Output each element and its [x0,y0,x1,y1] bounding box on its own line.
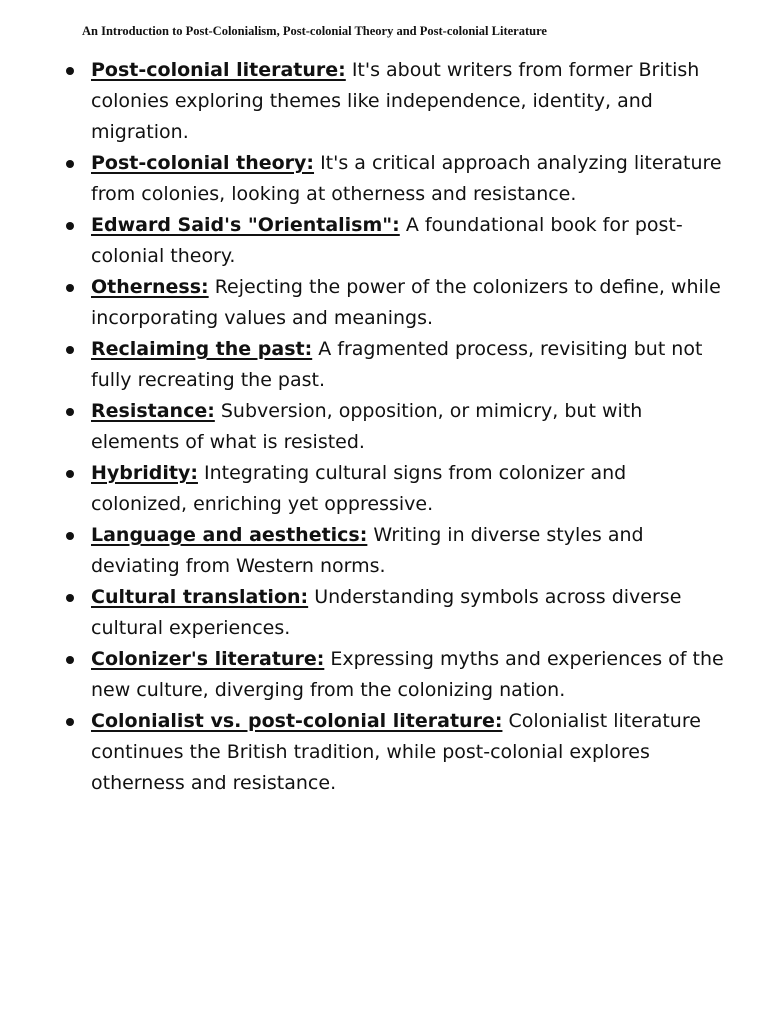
term-description: A fragmented process, revisiting but not fully recreating the past. [91,338,703,391]
bullet-icon [66,408,74,416]
term-label: Colonialist vs. post-colonial literature: [91,710,503,732]
list-item [0,210,768,272]
term-label: Cultural translation: [91,586,309,608]
list-item [0,582,768,644]
term-description: Expressing myths and experiences of the new culture, diverging from the colonizing nation. [91,648,724,701]
term-label: Colonizer's literature: [91,648,325,670]
bullet-icon [66,594,74,602]
bullet-icon [66,532,74,540]
list-item [0,706,768,799]
term-label: Otherness: [91,276,209,298]
term-description: Writing in diverse styles and deviating from Western norms. [91,524,644,577]
list-item [0,458,768,520]
list-item [0,272,768,334]
term-description: A foundational book for post-colonial theory. [91,214,683,267]
bullet-icon [66,284,74,292]
term-description: It's a critical approach analyzing literature from colonies, looking at otherness and resistance. [91,152,722,205]
bullet-icon [66,67,74,75]
term-description: Understanding symbols across diverse cultural experiences. [91,586,682,639]
list-item [0,334,768,396]
term-label: Hybridity: [91,462,198,484]
bullet-icon [66,718,74,726]
term-label: Edward Said's "Orientalism": [91,214,400,236]
list-item [0,644,768,706]
list-item [0,396,768,458]
bullet-icon [66,222,74,230]
bullet-icon [66,656,74,664]
list-item [0,520,768,582]
term-label: Resistance: [91,400,215,422]
list-item [0,55,768,148]
term-description: It's about writers from former British colonies exploring themes like independence, identity, and migration. [91,59,700,143]
bullet-icon [66,160,74,168]
term-description: Subversion, opposition, or mimicry, but with elements of what is resisted. [91,400,643,453]
term-description: Integrating cultural signs from colonizer and colonized, enriching yet oppressive. [91,462,627,515]
bullet-icon [66,470,74,478]
term-label: Reclaiming the past: [91,338,313,360]
term-label: Language and aesthetics: [91,524,368,546]
term-description: Colonialist literature continues the British tradition, while post-colonial explores otherness and resistance. [91,710,701,794]
term-label: Post-colonial literature: [91,59,346,81]
list-item [0,148,768,210]
bullet-icon [66,346,74,354]
page-header: An Introduction to Post-Colonialism, Post-colonial Theory and Post-colonial Literature [82,24,547,38]
bullet-list [0,55,768,799]
term-description: Rejecting the power of the colonizers to define, while incorporating values and meanings. [91,276,721,329]
term-label: Post-colonial theory: [91,152,315,174]
